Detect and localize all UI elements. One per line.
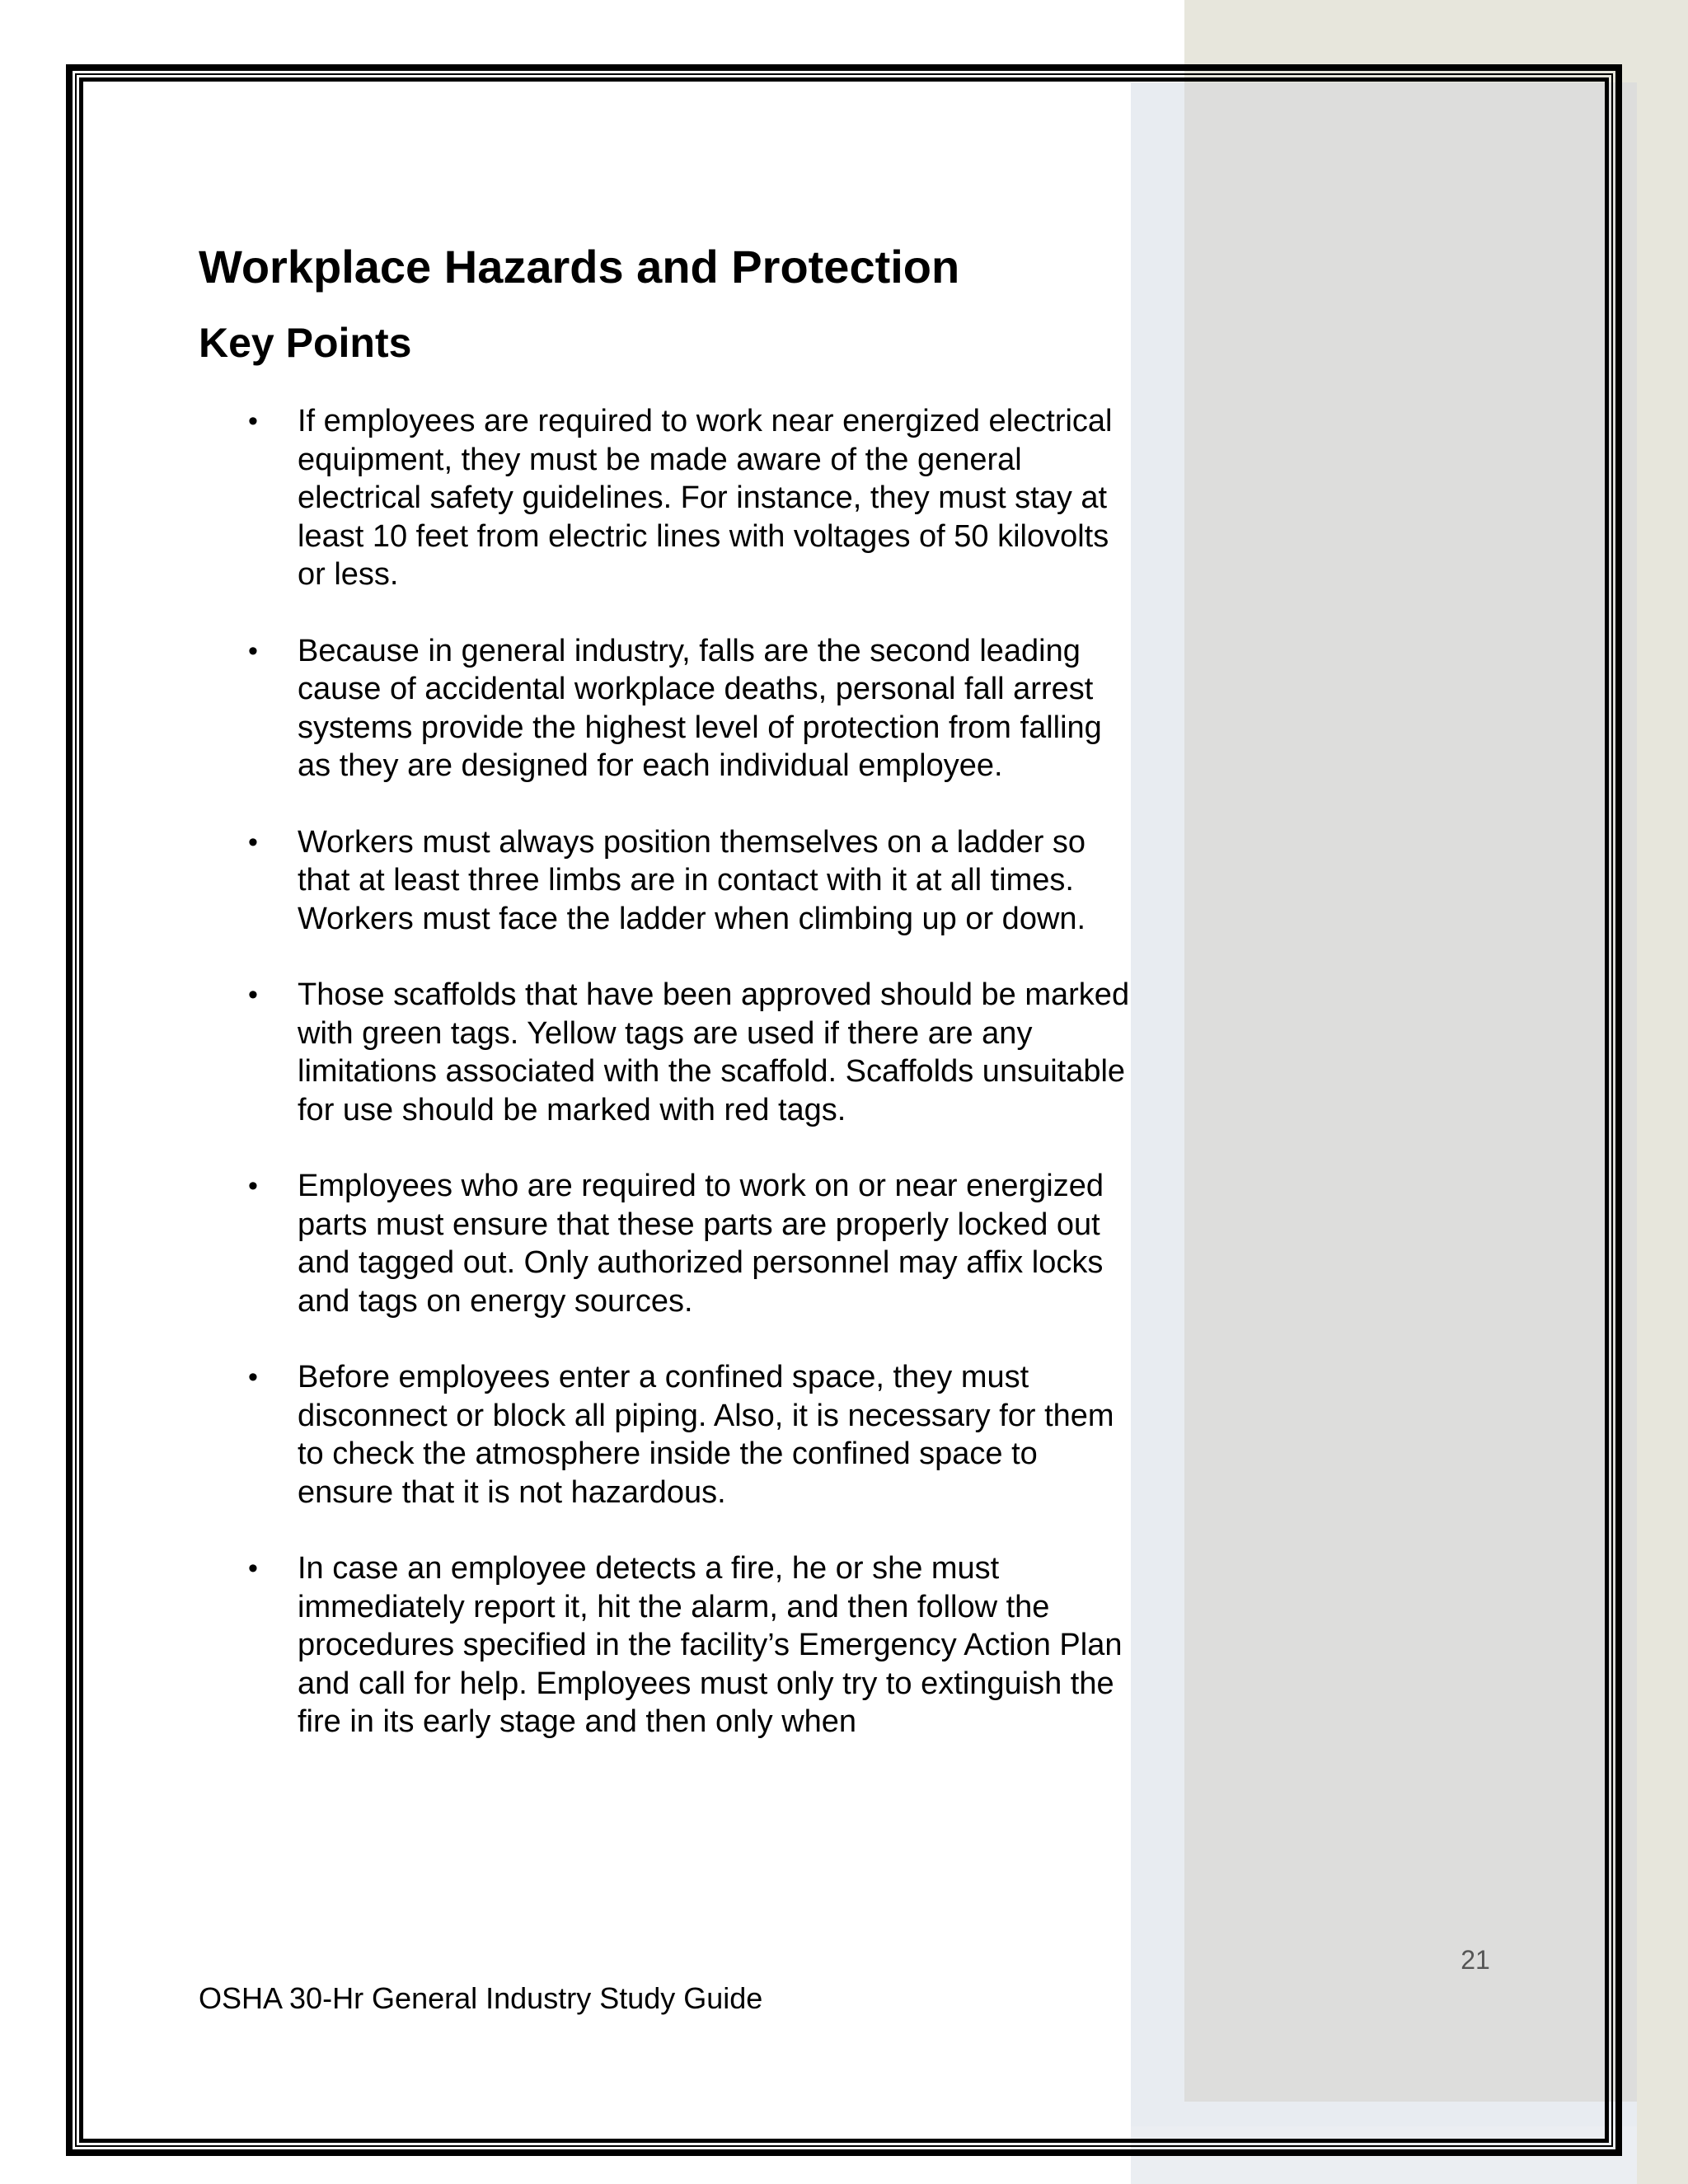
list-item-text: Workers must always position themselves on a ladder so that at least three limbs are in contact with it at all times. Workers must face the ladder when climbing up or down. (298, 824, 1086, 936)
list-item-text: Before employees enter a confined space, they must disconnect or block all piping. Also, it is necessary for them to check the atmosphere inside the confined space to ensure that it is not hazardous. (298, 1360, 1114, 1510)
list-item (199, 1549, 1138, 1741)
list-item (199, 402, 1138, 594)
bullet-icon: • (248, 826, 258, 858)
list-item (199, 976, 1138, 1129)
list-item-text: In case an employee detects a fire, he or she must immediately report it, hit the alarm, and then follow the procedures specified in the facility’s Emergency Action Plan and call for help. Employees must only try to extinguish the fire in its early stage and then only when (298, 1551, 1123, 1739)
bullet-icon: • (248, 979, 258, 1010)
bullet-icon: • (248, 1361, 258, 1393)
list-item-text: If employees are required to work near energized electrical equipment, they must be made aware of the general electrical safety guidelines. For instance, they must stay at least 10 feet from electric lines with voltages of 50 kilovolts or less. (298, 404, 1113, 592)
bullet-icon: • (248, 405, 258, 437)
bullet-icon: • (248, 1170, 258, 1202)
page-content (199, 231, 1138, 1779)
page-title: Workplace Hazards and Protection (199, 241, 960, 293)
list-item (199, 1167, 1138, 1320)
bullet-icon: • (248, 635, 258, 667)
list-item (199, 1358, 1138, 1511)
list-item-text: Because in general industry, falls are the second leading cause of accidental workplace deaths, personal fall arrest systems provide the highest level of protection from falling as they are designed for each individual employee. (298, 633, 1102, 783)
bullet-icon: • (248, 1553, 258, 1584)
key-points-list (199, 402, 1138, 1741)
list-item-text: Employees who are required to work on or near energized parts must ensure that these parts are properly locked out and tagged out. Only authorized personnel may affix locks and tags on energy sources. (298, 1169, 1104, 1319)
list-item (199, 632, 1138, 785)
page-footer: OSHA 30-Hr General Industry Study Guide (199, 1981, 763, 2015)
list-item (199, 823, 1138, 939)
list-item-text: Those scaffolds that have been approved should be marked with green tags. Yellow tags are used if there are any limitations associated with the scaffold. Scaffolds unsuitable for use should be marked with red tags. (298, 977, 1130, 1127)
page-number: 21 (1461, 1945, 1490, 1975)
section-heading: Key Points (199, 320, 412, 366)
